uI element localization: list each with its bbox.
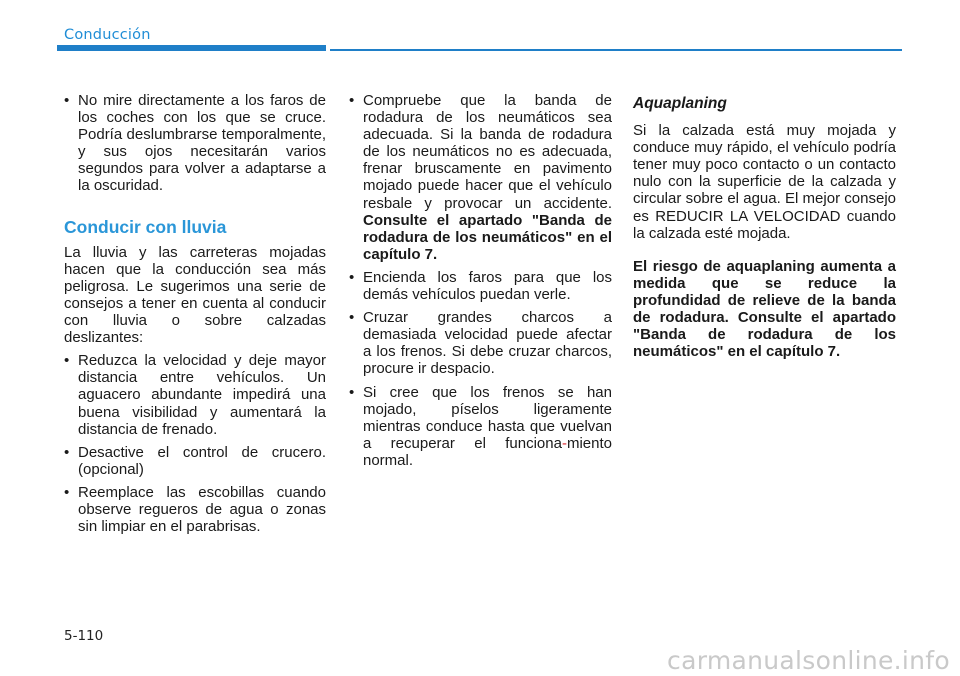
- bullet-text-end: miento normal.: [363, 434, 612, 469]
- column-right: [633, 95, 896, 366]
- list-item: [349, 384, 612, 469]
- intro-bullet-list: [64, 92, 326, 195]
- watermark: carmanualsonline.info: [667, 646, 950, 675]
- column-left: [64, 92, 326, 541]
- list-item: • Reduzca la velocidad y deje mayor distancia entre vehículos. Un aguacero abundante impedirá una buena visibilidad y aumentará la distancia de frenado.: [64, 352, 326, 437]
- rain-heading: Conducir con lluvia: [64, 216, 227, 237]
- list-item: • Encienda los faros para que los demás vehículos puedan verle.: [349, 269, 612, 303]
- list-item: • Cruzar grandes charcos a demasiada velocidad puede afectar a los frenos. Si debe cruzar charcos, procure ir despacio.: [349, 309, 612, 377]
- list-item: • Desactive el control de crucero. (opcional): [64, 444, 326, 478]
- page-number: 5-110: [64, 628, 104, 644]
- aquaplaning-warning: El riesgo de aquaplaning aumenta a medida que se reduce la profundidad de relieve de la banda de rodadura. Consulte el apartado "Banda de rodadura de los neumáticos" en el capítulo 7.: [633, 257, 896, 361]
- aquaplaning-paragraph: Si la calzada está muy mojada y conduce muy rápido, el vehículo podría tener muy poco contacto o un contacto nulo con la superficie de la calzada y circular sobre el agua. El mejor consejo es REDUCIR LA VELOCIDAD cuando la calzada esté mojada.: [633, 122, 896, 242]
- middle-bullet-list: [349, 92, 612, 469]
- list-item: • Reemplace las escobillas cuando observe regueros de agua o zonas sin limpiar en el parabrisas.: [64, 484, 326, 535]
- section-header: Conducción: [64, 27, 151, 43]
- hyphen-mark: -: [561, 434, 567, 452]
- list-item: • No mire directamente a los faros de los coches con los que se cruce. Podría deslumbrarse temporalmente, y sus ojos necesitarán varios segundos para volver a adaptarse a la oscuridad.: [64, 92, 326, 195]
- bullet-reference: Consulte el apartado "Banda de rodadura de los neumáticos" en el capítulo 7.: [363, 211, 612, 263]
- list-item: [349, 92, 612, 263]
- header-rule-thick: [57, 45, 326, 51]
- rain-paragraph: La lluvia y las carreteras mojadas hacen que la conducción sea más peligrosa. Le sugerimos una serie de consejos a tener en cuenta al conducir con lluvia o sobre calzadas deslizantes:: [64, 243, 326, 347]
- bullet-text: Si cree que los frenos se han mojado, píselos ligeramente mientras conduce hasta que vuelvan a recuperar el funciona: [363, 383, 612, 452]
- aquaplaning-heading: Aquaplaning: [633, 95, 727, 112]
- bullet-text: Compruebe que la banda de rodadura de los neumáticos sea adecuada. Si la banda de rodadura de los neumáticos no es adecuada, frenar bruscamente en pavimento mojado puede hacer que el vehículo resbale y provocar un accidente.: [363, 92, 612, 212]
- rain-bullet-list: [64, 352, 326, 535]
- column-middle: [349, 92, 612, 475]
- header-rule-thin: [330, 49, 902, 51]
